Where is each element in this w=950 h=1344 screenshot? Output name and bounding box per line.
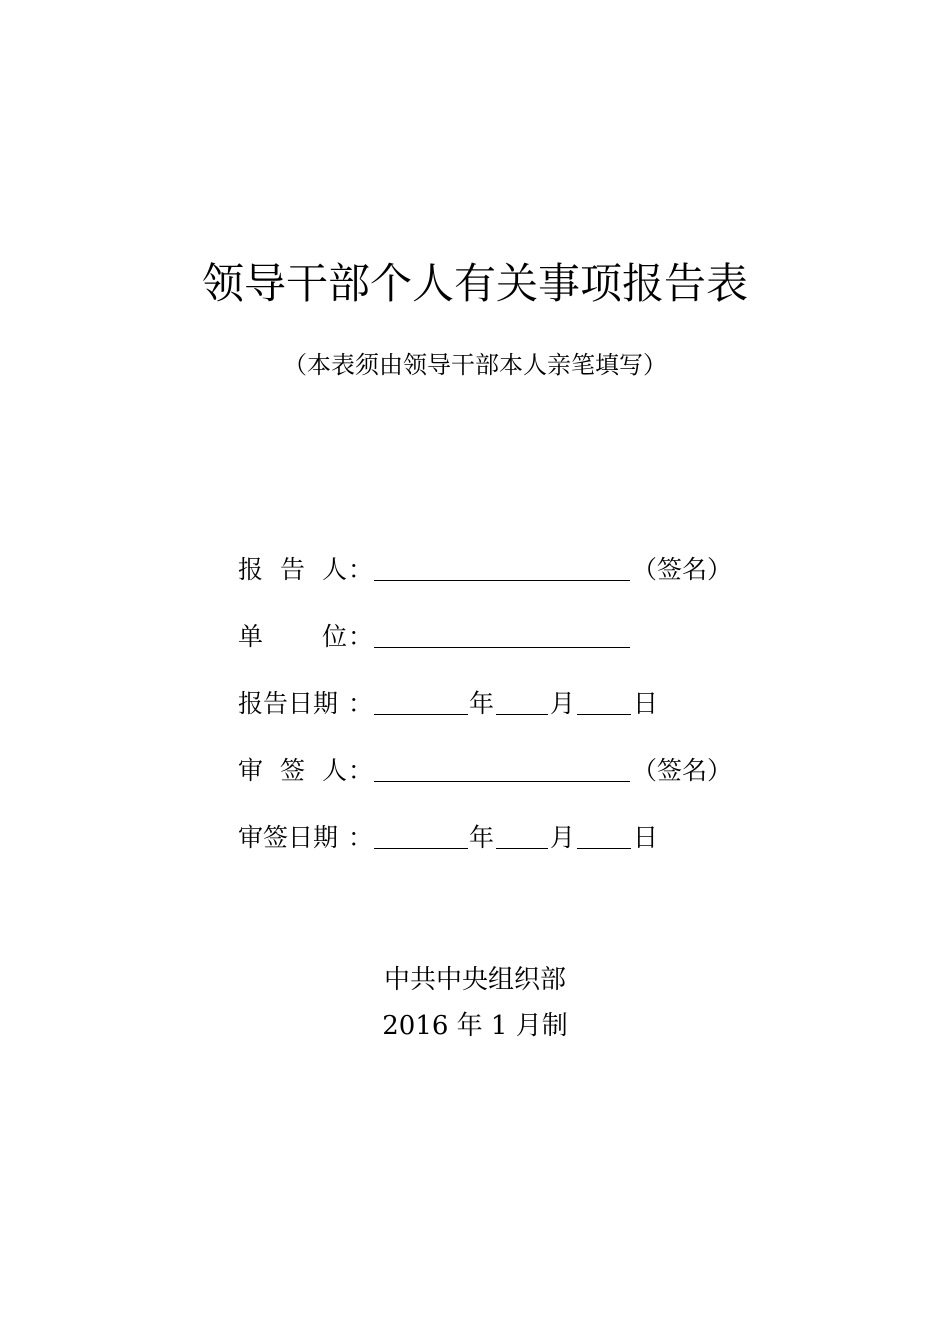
unit-label	[238, 619, 374, 655]
reporter-label-colon: ：	[348, 555, 374, 584]
reporter-label-char: 人	[322, 555, 348, 584]
reviewer-signature-note: （签名）	[632, 756, 733, 785]
review-date-row	[238, 820, 668, 856]
reporter-label	[238, 552, 374, 588]
report-day-unit: 日	[633, 689, 659, 718]
reporter-signature-line[interactable]	[374, 580, 630, 581]
report-date-colon: ：	[348, 689, 374, 718]
review-year-unit: 年	[469, 823, 495, 852]
review-month-line[interactable]	[496, 848, 548, 849]
reporter-signature-note: （签名）	[632, 555, 733, 584]
report-month-line[interactable]	[496, 714, 548, 715]
reviewer-label-colon: ：	[348, 756, 374, 785]
footer-organization: 中共中央组织部	[383, 965, 566, 995]
reporter-label-char: 报	[238, 555, 264, 584]
unit-row	[238, 619, 638, 655]
reviewer-label-char: 审	[238, 756, 264, 785]
footer-edition: 2016 年 1 月制	[382, 1011, 568, 1041]
report-date-row	[238, 686, 668, 722]
review-date-label: 审签日期	[238, 823, 339, 852]
report-year-unit: 年	[469, 689, 495, 718]
reviewer-signature-line[interactable]	[374, 781, 630, 782]
reviewer-label	[238, 753, 374, 789]
unit-line[interactable]	[374, 647, 630, 648]
report-date-label: 报告日期	[238, 689, 339, 718]
reviewer-label-char: 人	[322, 756, 348, 785]
reporter-label-char: 告	[280, 555, 306, 584]
unit-label-colon: ：	[348, 622, 374, 651]
review-year-line[interactable]	[374, 848, 468, 849]
reporter-row	[238, 552, 758, 588]
document-subtitle: （本表须由领导干部本人亲笔填写）	[283, 351, 667, 379]
report-day-line[interactable]	[577, 714, 631, 715]
review-month-unit: 月	[550, 823, 576, 852]
review-day-unit: 日	[633, 823, 659, 852]
report-month-unit: 月	[550, 689, 576, 718]
document-title: 领导干部个人有关事项报告表	[201, 259, 748, 308]
report-year-line[interactable]	[374, 714, 468, 715]
review-day-line[interactable]	[577, 848, 631, 849]
unit-label-char: 位	[322, 622, 348, 651]
unit-label-char: 单	[238, 622, 264, 651]
review-date-colon: ：	[348, 823, 374, 852]
reviewer-label-char: 签	[280, 756, 306, 785]
reviewer-row	[238, 753, 758, 789]
